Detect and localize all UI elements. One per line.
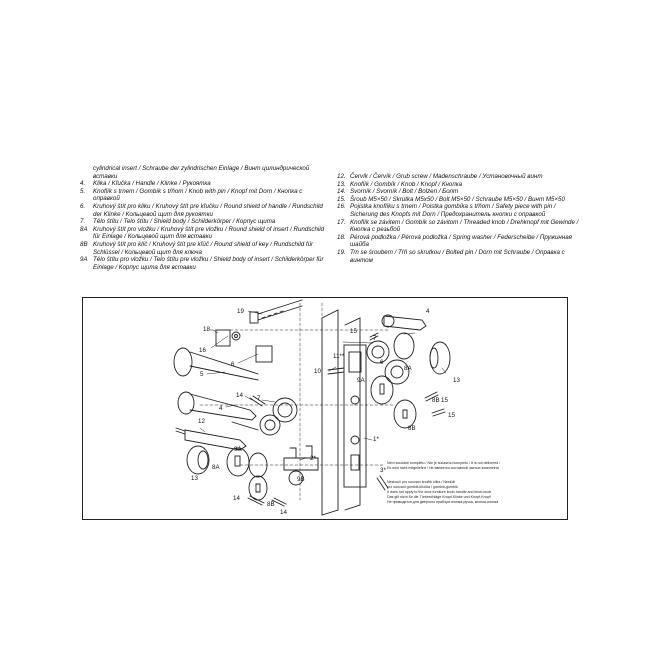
legend-item-text: Knoflík s trnem / Gombík s tŕňom / Knob with pin / Knopf mit Dorn / Кнопка с оправкой <box>93 187 303 203</box>
part-label: 8A <box>212 464 220 471</box>
lock-body-icon <box>344 345 366 487</box>
shield-body-right-icon <box>367 341 409 384</box>
part-label: 8A <box>404 365 412 372</box>
part-label: 8B <box>432 397 440 404</box>
shield-body-icon <box>260 398 297 435</box>
screw-icon <box>432 409 445 416</box>
round-shield-icon <box>256 346 272 362</box>
part-label: 19 <box>237 308 244 315</box>
handle-right-icon <box>382 315 426 330</box>
footnote-line: Neslouží pro souvaní knoflík klika / Neslúži <box>387 480 456 484</box>
footnote-line: pro souvani gombík-kľučka / gombík-gombík <box>387 484 458 489</box>
legend-item-number: 5. <box>80 187 86 195</box>
legend-item-text: Tělo štítu pro vložku / Telo štítu pre vložku / Shield body of insert / Schilderkörper für Einlage / Корпус щита для вставки <box>93 256 324 271</box>
part-label: 9B <box>297 476 305 483</box>
legend-item-number: 14. <box>337 188 346 196</box>
part-label: 4 <box>219 405 223 412</box>
knob-with-pin-icon <box>174 348 258 380</box>
legend-item-text: Kruhový štít pro klíč / Kruhový štít pre kľúč / Round shield of key / Rundschild für Schlüssel / Кольцевой щит для ключа <box>93 240 314 256</box>
footnote-line: It does not apply to the door furniture knob-handle and knob-knob <box>387 489 492 494</box>
footnote-line: Es wird nicht mitgeliefert / Не является составной частью комплекта <box>387 465 499 470</box>
part-label: 7 <box>373 335 377 342</box>
part-label: 13 <box>453 377 460 384</box>
round-shield-right-icon <box>394 333 414 359</box>
legend-item-number: 7. <box>80 218 86 226</box>
part-label: 9A <box>234 446 242 453</box>
legend-item-text: Šroub M5×50 / Skrutka M5x50 / Bolt M5×50 / Schraube M5×50 / Винт M5×50 <box>350 195 565 203</box>
bolt-icon <box>248 496 264 505</box>
part-label: 16 <box>199 347 206 354</box>
knob-icon <box>187 446 209 474</box>
legend-item-number: 18. <box>337 233 346 241</box>
knob-right-icon <box>430 342 450 374</box>
part-label: 6 <box>231 361 235 368</box>
part-label: 11** <box>333 353 345 360</box>
footnote-line: Не приводится для дверного прибора кнопка-ручка, кнопка-кнопка <box>387 499 499 504</box>
grub-screw-icon <box>176 428 185 434</box>
legend-item-text: cylindrical insert / Schraube der zylindrischen Einlage / Винт цилиндрической вставки <box>93 165 310 180</box>
legend-item-number: 16. <box>337 203 346 211</box>
legend-item-number: 12. <box>337 173 346 180</box>
legend-item-number: 17. <box>337 218 346 226</box>
part-label: 2* <box>310 455 316 462</box>
part-label: 8B <box>267 501 275 508</box>
part-label: 5 <box>200 371 204 378</box>
legend-item-text: Červík / Červík / Grub screw / Madenschraube / Установочный винт <box>350 173 543 180</box>
part-label: 9A <box>357 377 365 384</box>
handle-icon <box>178 392 258 430</box>
part-label: 1* <box>373 436 379 443</box>
spring-washer-icon <box>216 330 230 346</box>
part-label: 15 <box>448 412 455 419</box>
footnote-does-not-apply <box>387 480 498 505</box>
footnote-line: Das gilt nicht für die Türbeschläge Knopf-Klinke und Knopf-Knopf <box>387 494 491 499</box>
part-label: 18 <box>203 326 210 333</box>
part-label: 14 <box>280 509 287 516</box>
footnote-not-delivered <box>387 461 500 471</box>
part-label: 7 <box>257 395 261 402</box>
legend-item-number: 9A <box>80 256 88 264</box>
part-label: 4 <box>426 308 430 315</box>
leader-lines <box>200 311 446 460</box>
legend-item-number: 13. <box>337 180 346 188</box>
legend-item-number: 6. <box>80 202 86 210</box>
legend-item-number: 4. <box>80 180 86 188</box>
part-label: 12 <box>198 418 205 425</box>
insert-shield-icon <box>227 448 267 500</box>
legend-item-text: Pojistka knoflíku s trnem / Poistka gombíka s tŕňom / Safety piece with pin / Sicherung des Knopfs mit Dorn / Предохранитель кнопки с оправкой <box>350 203 556 218</box>
legend-item-number: 8B <box>80 240 88 248</box>
legend-item-text: Pérová podložka / Pérová podložka / Spring washer / Federscheibe / Пружинная шайба <box>350 233 572 249</box>
part-label: 10 <box>314 368 321 375</box>
legend-item-text: Knoflík se závitem / Gombík so závitom / Threaded knob / Drehknopf mit Gewinde / Кнопка с резьбой <box>350 218 579 234</box>
part-label: 13 <box>191 475 198 482</box>
part-label: 14 <box>233 495 240 502</box>
legend-item-number: 8A <box>80 225 88 233</box>
door-leaf <box>322 310 360 515</box>
part-label: 8B <box>408 425 416 432</box>
part-label: 15 <box>441 397 448 404</box>
legend-item-text: Svorník / Svorník / Bolt / Bolzen / Болт <box>350 188 459 196</box>
grub-screw-right-icon <box>328 368 344 374</box>
part-label: 3* <box>380 467 386 474</box>
legend-item-text: Kruhový štít pro kliku / Kruhový štít pre kľučku / Round shield of handle / Rundschild der Klinke / Кольцевой щит для рукоятки <box>93 202 323 218</box>
legend-item-number: 15. <box>337 195 346 203</box>
legend-item-text: Trn se šroubem / Tŕň so skrutkou / Bolted pin / Dorn mit Schraube / Оправка с винтом <box>350 248 565 264</box>
safety-piece-icon <box>232 332 240 340</box>
bolted-pin-icon <box>250 300 302 323</box>
legend-item-number: 19. <box>337 248 346 256</box>
legend-item-text: Tělo štítu / Telo štítu / Shield body / Schilderkörper / Корпус щита <box>93 218 276 226</box>
part-label: 15 <box>350 328 357 335</box>
legend-item-text: Kruhový štít pro vložku / Kruhový štít pre vložku / Round shield of insert / Rundschild für Einlage / Кольцевой щит для вставки <box>93 225 325 241</box>
footnote-line: Není součástí kompletu / Nie je súčasťou kompletu / It is not delivered / <box>387 461 501 465</box>
part-label: 6 <box>380 359 384 366</box>
part-label: 14 <box>236 392 243 399</box>
legend-item-text: Knoflík / Gombík / Knob / Knopf / Кнопка <box>350 180 463 188</box>
legend-item-text: Klika / Kľučka / Handle / Klinke / Рукоятка <box>93 180 211 188</box>
